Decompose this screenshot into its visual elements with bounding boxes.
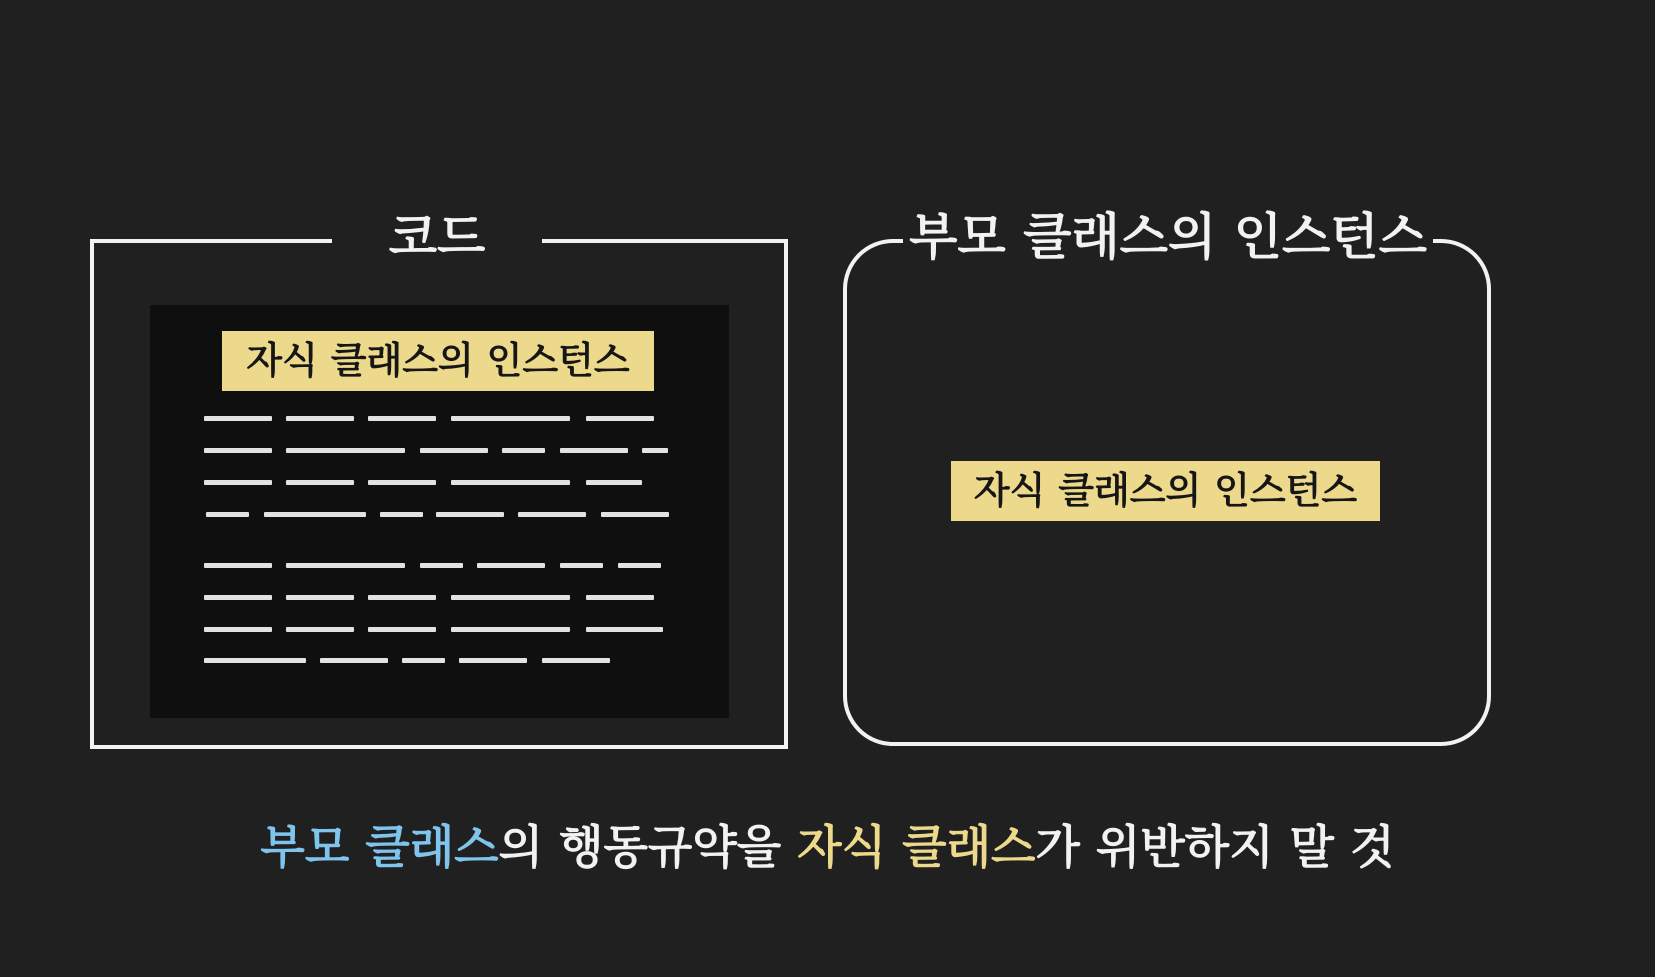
code-line bbox=[204, 658, 306, 663]
code-line bbox=[451, 595, 570, 600]
code-line bbox=[420, 563, 463, 568]
code-line bbox=[204, 448, 272, 453]
code-block bbox=[150, 305, 729, 718]
caption-middle: 의 행동규약을 bbox=[498, 820, 798, 874]
code-line bbox=[286, 448, 405, 453]
code-line bbox=[586, 480, 642, 485]
code-line bbox=[286, 595, 354, 600]
instance-highlight-child-instance: 자식 클래스의 인스턴스 bbox=[951, 461, 1380, 521]
code-line bbox=[264, 512, 366, 517]
parent-instance-label: 부모 클래스의 인스턴스 bbox=[903, 212, 1433, 262]
code-line bbox=[206, 512, 249, 517]
code-line bbox=[204, 416, 272, 421]
code-line bbox=[368, 627, 436, 632]
code-line bbox=[586, 627, 663, 632]
code-line bbox=[402, 658, 445, 663]
code-line bbox=[368, 416, 436, 421]
code-label: 코드 bbox=[332, 212, 542, 262]
code-line bbox=[286, 480, 354, 485]
code-line bbox=[477, 563, 545, 568]
code-line bbox=[586, 416, 654, 421]
code-line bbox=[560, 448, 628, 453]
code-line bbox=[586, 595, 654, 600]
caption-parent-class: 부모 클래스 bbox=[260, 820, 499, 874]
code-line bbox=[502, 448, 545, 453]
code-line bbox=[601, 512, 669, 517]
code-line bbox=[451, 480, 570, 485]
code-line bbox=[451, 416, 570, 421]
code-line bbox=[286, 563, 405, 568]
code-line bbox=[368, 595, 436, 600]
code-line bbox=[618, 563, 661, 568]
code-line bbox=[518, 512, 586, 517]
code-line bbox=[286, 416, 354, 421]
code-line bbox=[380, 512, 423, 517]
caption bbox=[0, 820, 1655, 875]
code-line bbox=[286, 627, 354, 632]
code-line bbox=[204, 595, 272, 600]
caption-end: 가 위반하지 말 것 bbox=[1035, 820, 1395, 874]
caption-child-class: 자식 클래스 bbox=[797, 820, 1036, 874]
code-line bbox=[420, 448, 488, 453]
code-line bbox=[560, 563, 603, 568]
code-line bbox=[436, 512, 504, 517]
code-line bbox=[451, 627, 570, 632]
code-line bbox=[459, 658, 527, 663]
code-line bbox=[204, 627, 272, 632]
code-line bbox=[542, 658, 610, 663]
code-line bbox=[204, 563, 272, 568]
code-line bbox=[204, 480, 272, 485]
code-line bbox=[320, 658, 388, 663]
code-line bbox=[368, 480, 436, 485]
code-highlight-child-instance: 자식 클래스의 인스턴스 bbox=[222, 331, 654, 391]
code-line bbox=[642, 448, 668, 453]
